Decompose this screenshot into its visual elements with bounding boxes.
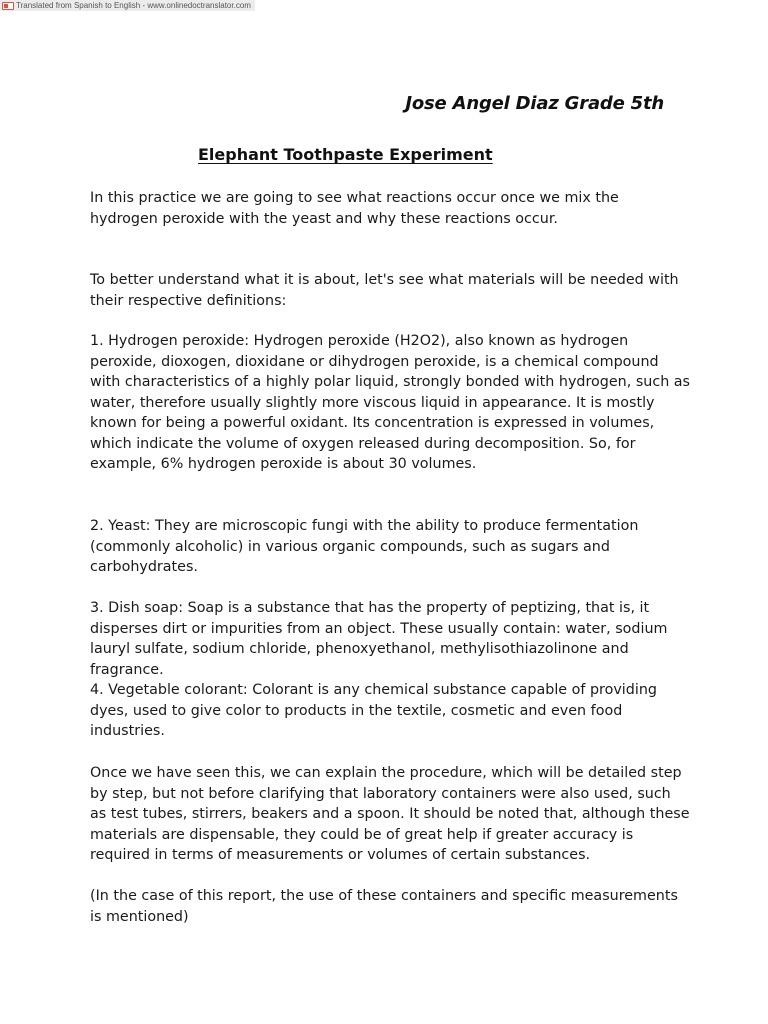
- document-translator-logo-icon: [2, 2, 14, 10]
- author-line: Jose Angel Diaz Grade 5th: [405, 93, 664, 114]
- paragraph-item-dish-soap: 3. Dish soap: Soap is a substance that has the property of peptizing, that is, it disperses dirt or impurities from an object. These usually contain: water, sodium lauryl sulfate, sodium chloride, phenoxyethanol, methylisothiazolinone and fragrance.: [90, 600, 668, 678]
- paragraph-item-vegetable-colorant: 4. Vegetable colorant: Colorant is any chemical substance capable of providing dyes, used to give color to products in the textile, cosmetic and even food industries.: [90, 682, 657, 739]
- paragraph-item-yeast: 2. Yeast: They are microscopic fungi with the ability to produce fermentation (commonly alcoholic) in various organic compounds, such as sugars and carbohydrates.: [90, 518, 639, 575]
- paragraph-intro: In this practice we are going to see what reactions occur once we mix the hydrogen peroxide with the yeast and why these reactions occur.: [90, 190, 619, 227]
- translator-banner[interactable]: [0, 0, 255, 11]
- paragraph-item-hydrogen-peroxide: 1. Hydrogen peroxide: Hydrogen peroxide (H2O2), also known as hydrogen peroxide, dioxogen, dioxidane or dihydrogen peroxide, is a chemical compound with characteristics of a highly polar liquid, strongly bonded with hydrogen, such as water, therefore usually slightly more viscous liquid in appearance. It is mostly known for being a powerful oxidant. Its concentration is expressed in volumes, which indicate the volume of oxygen released during decomposition. So, for example, 6% hydrogen peroxide is about 30 volumes.: [90, 333, 691, 472]
- paragraph-materials-intro: To better understand what it is about, let's see what materials will be needed with their respective definitions:: [90, 272, 679, 309]
- translator-banner-text[interactable]: Translated from Spanish to English - www.onlinedoctranslator.com: [16, 1, 251, 10]
- paragraph-note: (In the case of this report, the use of these containers and specific measurements is mentioned): [90, 888, 678, 925]
- document-title: Elephant Toothpaste Experiment: [198, 145, 493, 164]
- paragraph-procedure: Once we have seen this, we can explain the procedure, which will be detailed step by step, but not before clarifying that laboratory containers were also used, such as test tubes, stirrers, beakers and a spoon. It should be noted that, although these materials are dispensable, they could be of great help if greater accuracy is required in terms of measurements or volumes of certain substances.: [90, 765, 690, 863]
